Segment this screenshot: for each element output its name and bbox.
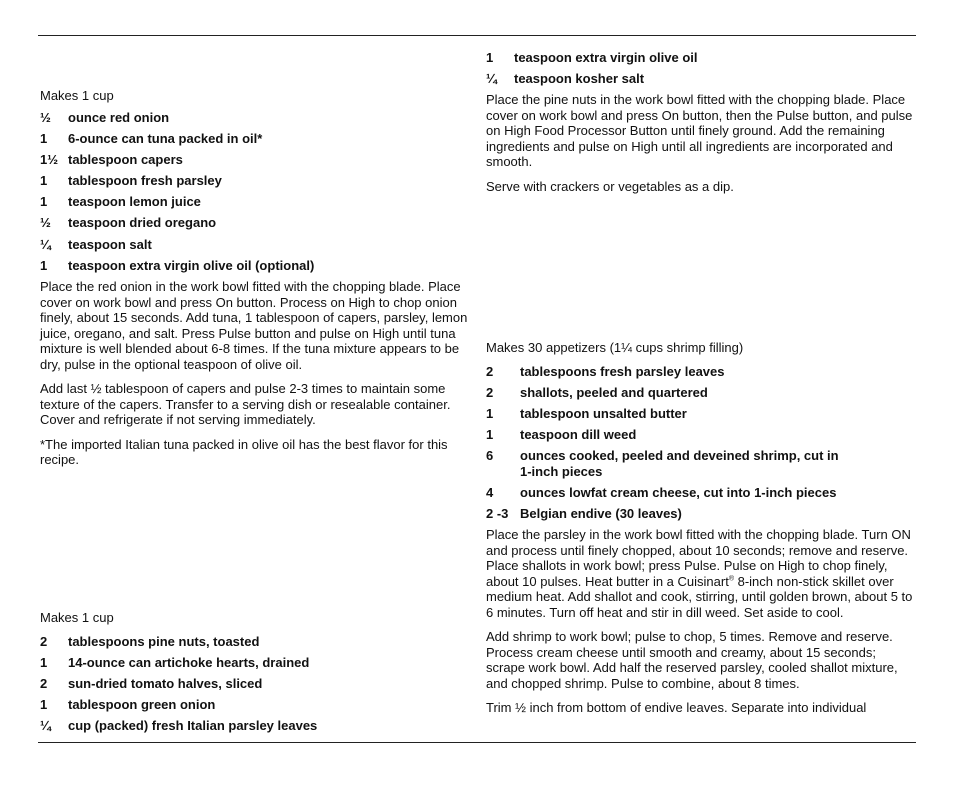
- ingredient-qty: ¼: [40, 236, 51, 252]
- ingredient-text: ounces lowfat cream cheese, cut into 1-inch pieces: [520, 484, 837, 500]
- ingredient-qty: ¼: [486, 71, 497, 87]
- ingredient-qty: 1: [486, 405, 494, 421]
- ingredient-row: [40, 131, 470, 147]
- ingredient-row: [40, 110, 470, 126]
- ingredient-qty: 6: [486, 448, 494, 464]
- ingredient-text: 6-ounce can tuna packed in oil*: [68, 130, 263, 146]
- ingredient-row: [40, 194, 470, 210]
- right-recipe-3: [486, 340, 916, 725]
- ingredient-qty: ¼: [40, 718, 51, 734]
- recipe-3-instructions-3: Trim ½ inch from bottom of endive leaves. Separate into individual: [486, 700, 867, 716]
- ingredient-qty: 1: [40, 697, 48, 713]
- recipe-2-instructions: Place the pine nuts in the work bowl fitted with the chopping blade. Place cover on work bowl and press On button, then the Pulse button, and pulse on High Food Processor Button until finely ground. Add the remaining ingredients and pulse on High until all ingredients are incorporated and smooth.: [486, 92, 913, 170]
- recipe-1-footnote: *The imported Italian tuna packed in olive oil has the best flavor for this recipe.: [40, 436, 448, 467]
- ingredient-row: [486, 506, 916, 522]
- ingredient-text: teaspoon dried oregano: [68, 215, 217, 231]
- ingredient-text: tablespoon capers: [68, 151, 183, 167]
- ingredient-text: teaspoon extra virgin olive oil (optional): [68, 257, 315, 273]
- ingredient-row: [486, 364, 916, 380]
- ingredient-text: tablespoons fresh parsley leaves: [520, 363, 725, 379]
- ingredient-row: [40, 173, 470, 189]
- recipe-1-instructions-2: Add last ½ tablespoon of capers and pulse 2-3 times to maintain some texture of the capers. Transfer to a serving dish or resealable container. Cover and refrigerate if not serving immediately.: [40, 381, 451, 427]
- ingredient-qty: 2: [40, 675, 48, 691]
- ingredient-text: sun-dried tomato halves, sliced: [68, 675, 263, 691]
- ingredient-qty: 2: [486, 363, 494, 379]
- recipe-2-cont-ingredient-list: [486, 50, 916, 87]
- ingredient-text: 14-ounce can artichoke hearts, drained: [68, 654, 310, 670]
- ingredient-qty: 2 -3: [486, 506, 509, 522]
- ingredient-row: [40, 655, 470, 671]
- recipe-3-instructions-part: 8-inch non-stick skillet over medium heat. Add shallot and cook, stirring, until golden brown, about 5 to 6 minutes. Turn off heat and stir in dill weed. Set aside to cool.: [486, 573, 913, 620]
- ingredient-qty: 4: [486, 484, 494, 500]
- top-rule: [38, 35, 916, 36]
- ingredient-text: teaspoon salt: [68, 236, 152, 252]
- ingredient-row: [40, 152, 470, 168]
- recipe-3-ingredient-list: [486, 364, 916, 522]
- ingredient-text: Belgian endive (30 leaves): [520, 506, 682, 522]
- ingredient-qty: 1: [40, 173, 48, 189]
- ingredient-qty: 1: [40, 194, 48, 210]
- ingredient-text: ounce red onion: [68, 109, 170, 125]
- recipe-2-ingredient-list: [40, 634, 470, 734]
- ingredient-row: [486, 50, 916, 66]
- ingredient-text: tablespoon green onion: [68, 697, 216, 713]
- ingredient-text: tablespoons pine nuts, toasted: [68, 633, 260, 649]
- recipe-1-instructions: Place the red onion in the work bowl fitted with the chopping blade. Place cover on work bowl and press On button. Process on High to chop onion finely, about 15 seconds. Add tuna, 1 tablespoon of capers, parsley, lemon juice, oregano, and salt. Press Pulse button and pulse on High until tuna mixture is well blended about 6-8 times. If the tuna mixture appears to be dry, pulse in the optional teaspoon of olive oil.: [40, 279, 468, 372]
- recipe-3-instructions-2: Add shrimp to work bowl; pulse to chop, 5 times. Remove and reserve. Process cream cheese until smooth and creamy, about 15 seconds; scrape work bowl. Add half the reserved parsley, cooled shallot mixture, and chopped shrimp. Pulse to combine, about 8 times.: [486, 629, 898, 691]
- right-recipe-2-continued: [486, 50, 916, 203]
- ingredient-row: [40, 258, 470, 274]
- ingredient-qty: 1: [486, 427, 494, 443]
- ingredient-text: teaspoon extra virgin olive oil: [514, 50, 698, 65]
- ingredient-text: shallots, peeled and quartered: [520, 384, 708, 400]
- ingredient-qty: 1: [40, 654, 48, 670]
- left-recipe-2: [40, 610, 470, 739]
- ingredient-qty: 2: [486, 384, 494, 400]
- ingredient-qty: ½: [40, 215, 51, 231]
- bottom-rule: [38, 742, 916, 743]
- recipe-3-instructions-part: Place the parsley in the work bowl fitted with the chopping blade. Turn ON and process until finely chopped, about 10 seconds; remove and reserve. Place shallots in work bowl; press Pulse. Pulse on High to chop finely, about 10 pulses. Heat butter in a Cuisinart: [486, 527, 911, 589]
- ingredient-text: teaspoon dill weed: [520, 427, 637, 443]
- ingredient-text: teaspoon kosher salt: [514, 71, 645, 87]
- ingredient-row: [40, 718, 470, 734]
- ingredient-qty: 1: [40, 130, 48, 146]
- recipe-1-yield: Makes 1 cup: [40, 88, 114, 103]
- ingredient-qty: 2: [40, 633, 48, 649]
- ingredient-row: [486, 448, 846, 479]
- ingredient-qty: 1: [486, 50, 494, 65]
- ingredient-text: ounces cooked, peeled and deveined shrimp, cut in 1-inch pieces: [520, 448, 839, 479]
- ingredient-text: tablespoon fresh parsley: [68, 173, 222, 189]
- ingredient-row: [486, 385, 916, 401]
- left-recipe-1: [40, 88, 470, 477]
- ingredient-qty: ½: [40, 109, 51, 125]
- ingredient-row: [40, 215, 470, 231]
- ingredient-row: [40, 237, 470, 253]
- ingredient-row: [40, 634, 470, 650]
- ingredient-row: [486, 71, 916, 87]
- recipe-1-ingredient-list: [40, 110, 470, 274]
- registered-mark: ®: [728, 575, 734, 583]
- ingredient-row: [486, 406, 916, 422]
- recipe-2-serving: Serve with crackers or vegetables as a dip.: [486, 178, 734, 194]
- ingredient-qty: 1½: [40, 151, 59, 167]
- ingredient-qty: 1: [40, 257, 48, 273]
- ingredient-row: [40, 697, 470, 713]
- recipe-3-yield: Makes 30 appetizers (1¼ cups shrimp filling): [486, 340, 744, 355]
- ingredient-text: teaspoon lemon juice: [68, 194, 201, 210]
- recipe-3-instructions: [486, 527, 916, 620]
- recipe-2-yield: Makes 1 cup: [40, 610, 114, 625]
- ingredient-row: [40, 676, 470, 692]
- ingredient-text: cup (packed) fresh Italian parsley leaves: [68, 718, 318, 734]
- ingredient-row: [486, 427, 916, 443]
- ingredient-row: [486, 485, 916, 501]
- ingredient-text: tablespoon unsalted butter: [520, 405, 687, 421]
